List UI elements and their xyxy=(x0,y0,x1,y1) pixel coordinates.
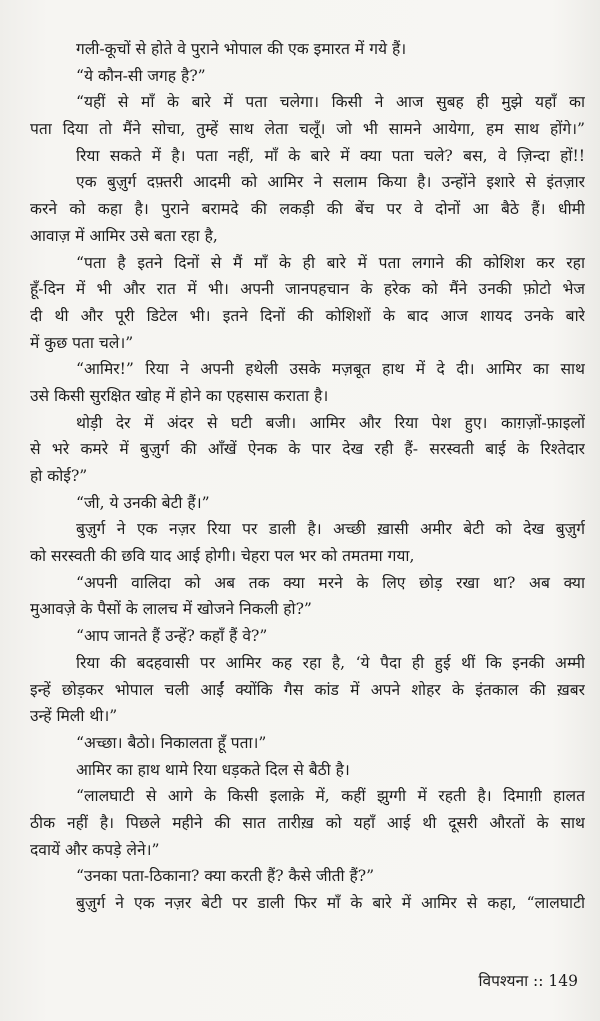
text-line: में कुछ पता चले।” xyxy=(30,333,134,352)
text-line: “अच्छा। बैठो। निकालता हूँ पता।” xyxy=(76,733,267,752)
text-line: बुज़ुर्ग ने एक नज़र रिया पर डाली है। अच्छी ख़ासी अमीर बेटी को देख बुज़ुर्ग xyxy=(76,520,585,539)
text-line: से भरे कमरे में बुज़ुर्ग की आँखें ऐनक के पार देख रही हैं- सरस्वती बाई के रिश्तेदार xyxy=(30,440,585,459)
text-line: थोड़ी देर में अंदर से घटी बजी। आमिर और रिया पेश हुए। काग़ज़ों-फ़ाइलों xyxy=(76,413,585,432)
text-line: इन्हें छोड़कर भोपाल चली आईं क्योंकि गैस कांड में अपने शोहर के इंतकाल की ख़बर xyxy=(30,680,585,699)
text-line: रिया सकते में है। पता नहीं, माँ के बारे में क्या पता चले? बस, वे ज़िन्दा हों!! xyxy=(76,146,585,165)
text-line: बुज़ुर्ग ने एक नज़र बेटी पर डाली फिर माँ के बारे में आमिर से कहा, “लालघाटी xyxy=(76,894,585,912)
text-line: गली-कूचों से होते वे पुराने भोपाल की एक इमारत में गये हैं। xyxy=(76,40,407,58)
text-line: दी थी और पूरी डिटेल भी। इतने दिनों की कोशिशों के बाद आज शायद उनके बारे xyxy=(30,306,585,325)
text-line: मुआवज़े के पैसों के लालच में खोजने निकली हो?” xyxy=(30,600,312,619)
text-line: ठीक नहीं है। पिछले महीने की सात तारीख़ को यहाँ आई थी दूसरी औरतों के साथ xyxy=(30,813,585,832)
text-line: “जी, ये उनकी बेटी हैं।” xyxy=(76,493,210,512)
text-line: “पता है इतने दिनों से मैं माँ के ही बारे में पता लगाने की कोशिश कर रहा xyxy=(76,253,585,272)
body-text xyxy=(30,36,585,917)
text-line: “अपनी वालिदा को अब तक क्या मरने के लिए छोड़ रखा था? अब क्या xyxy=(76,573,585,592)
text-line: “उनका पता-ठिकाना? क्या करती हैं? कैसे जीती हैं?” xyxy=(76,867,375,886)
text-line: हूँ-दिन में भी और रात में भी। अपनी जानपहचान के हरेक को मैंने उनकी फ़ोटो भेज xyxy=(30,280,585,299)
text-line: को सरस्वती की छवि याद आई होगी। चेहरा पल भर को तमतमा गया, xyxy=(30,547,415,566)
text-line: रिया की बदहवासी पर आमिर कह रहा है, ‘ये पैदा ही हुई थीं कि इनकी अम्मी xyxy=(76,653,585,672)
text-line: पता दिया तो मैंने सोचा, तुम्हें साथ लेता चलूँ। जो भी सामने आयेगा, हम साथ होंगे।” xyxy=(30,120,585,139)
text-line: “ये कौन-सी जगह है?” xyxy=(76,66,206,85)
text-line: आवाज़ में आमिर उसे बता रहा है, xyxy=(30,226,218,245)
text-line: आमिर का हाथ थामे रिया धड़कते दिल से बैठी है। xyxy=(76,760,350,779)
text-line: करने को कहा है। पुराने बरामदे की लकड़ी की बेंच पर वे दोनों आ बैठे हैं। धीमी xyxy=(30,200,585,219)
text-line: “लालघाटी से आगे के किसी इलाक़े में, कहीं झुग्गी में रहती है। दिमाग़ी हालत xyxy=(76,787,585,806)
text-line: हो कोई?” xyxy=(30,467,88,485)
text-line: “आप जानते हैं उन्हें? कहाँ हैं वे?” xyxy=(76,627,268,646)
page-footer: विपश्यना :: 149 xyxy=(478,972,578,990)
text-line: उसे किसी सुरक्षित खोह में होने का एहसास कराता है। xyxy=(30,386,329,405)
text-line: दवायें और कपड़े लेने।” xyxy=(30,840,160,859)
text-line: उन्हें मिली थी।” xyxy=(30,707,118,726)
text-line: “आमिर!” रिया ने अपनी हथेली उसके मज़बूत हाथ में दे दी। आमिर का साथ xyxy=(76,360,585,379)
text-line: “यहीं से माँ के बारे में पता चलेगा। किसी ने आज सुबह ही मुझे यहाँ का xyxy=(76,93,585,112)
text-line: एक बुज़ुर्ग दफ़्तरी आदमी को आमिर ने सलाम किया है। उन्होंने इशारे से इंतज़ार xyxy=(76,173,585,192)
